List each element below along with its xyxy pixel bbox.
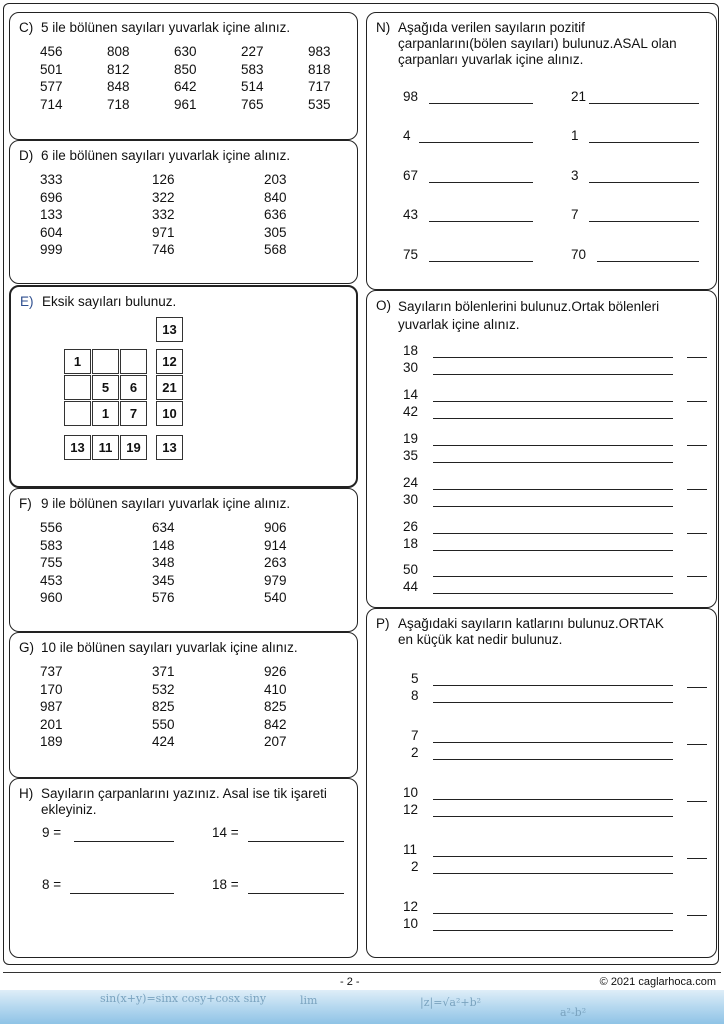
- answer-line[interactable]: [433, 873, 673, 874]
- common-answer-line[interactable]: [687, 401, 707, 402]
- question-label: O): [376, 298, 391, 313]
- number[interactable]: 203: [264, 172, 287, 187]
- number: 70: [571, 247, 587, 262]
- common-answer-line[interactable]: [687, 489, 707, 490]
- question-title: 10 ile bölünen sayıları yuvarlak içine alınız.: [41, 640, 298, 655]
- answer-line[interactable]: [433, 799, 673, 800]
- number: 43: [403, 207, 419, 222]
- number[interactable]: 983: [308, 44, 331, 59]
- number[interactable]: 201: [40, 716, 63, 732]
- answer-line[interactable]: [429, 103, 533, 104]
- answer-line[interactable]: [433, 685, 673, 686]
- answer-line[interactable]: [433, 913, 673, 914]
- number[interactable]: 840: [264, 189, 287, 205]
- number: 1: [571, 128, 579, 143]
- number[interactable]: 848: [107, 79, 130, 94]
- number[interactable]: 737: [40, 664, 63, 679]
- number[interactable]: 960: [40, 590, 63, 605]
- number[interactable]: 348: [152, 555, 175, 570]
- common-answer-line[interactable]: [687, 445, 707, 446]
- number-grid: [40, 663, 376, 751]
- answer-line[interactable]: [433, 445, 673, 446]
- number[interactable]: 906: [264, 520, 287, 535]
- answer-line[interactable]: [433, 418, 673, 419]
- number[interactable]: 961: [174, 96, 197, 112]
- number: 5: [411, 671, 419, 686]
- number[interactable]: 825: [152, 699, 175, 714]
- number[interactable]: 717: [308, 79, 331, 94]
- question-title: Aşağıdaki sayıların katlarını bulunuz.ORTAK en küçük kat nedir bulunuz.: [398, 616, 664, 647]
- question-title: Eksik sayıları bulunuz.: [42, 294, 177, 309]
- number[interactable]: 550: [152, 716, 175, 732]
- number[interactable]: 227: [241, 44, 264, 59]
- answer-line[interactable]: [433, 401, 673, 402]
- question-label: N): [376, 20, 391, 35]
- number[interactable]: 979: [264, 572, 287, 588]
- number[interactable]: 322: [152, 189, 175, 205]
- number[interactable]: 148: [152, 537, 175, 553]
- number[interactable]: 501: [40, 61, 63, 77]
- answer-line[interactable]: [589, 182, 699, 183]
- footer-divider: [3, 972, 721, 973]
- number[interactable]: 642: [174, 79, 197, 94]
- factor-item: 8 =: [42, 877, 62, 892]
- grid-cell[interactable]: 1: [92, 401, 119, 426]
- number[interactable]: 532: [152, 681, 175, 697]
- question-g: [9, 632, 358, 778]
- grid-cell[interactable]: [64, 375, 91, 400]
- page-number: - 2 -: [340, 976, 360, 988]
- number[interactable]: 424: [152, 734, 175, 749]
- answer-line[interactable]: [433, 550, 673, 551]
- number[interactable]: 583: [40, 537, 63, 553]
- question-label: P): [376, 616, 390, 631]
- number: 26: [403, 519, 419, 534]
- answer-line[interactable]: [248, 893, 344, 894]
- common-answer-line[interactable]: [687, 533, 707, 534]
- answer-line[interactable]: [429, 261, 533, 262]
- question-title: Aşağıda verilen sayıların pozitif çarpanlarını(bölen sayıları) bulunuz.ASAL olan çarpanları yuvarlak içine alınız.: [398, 20, 677, 67]
- question-title: Sayıların çarpanlarını yazınız. Asal ise tik işareti ekleyiniz.: [41, 786, 327, 817]
- common-answer-line[interactable]: [687, 801, 707, 802]
- grid-cell[interactable]: [120, 349, 147, 374]
- number[interactable]: 755: [40, 555, 63, 570]
- number-grid: [40, 171, 376, 259]
- number: 44: [403, 579, 419, 594]
- question-c: [9, 12, 358, 140]
- answer-line[interactable]: [433, 533, 673, 534]
- number[interactable]: 568: [264, 242, 287, 257]
- question-label: F): [19, 496, 32, 511]
- number[interactable]: 971: [152, 224, 175, 240]
- answer-line[interactable]: [433, 856, 673, 857]
- answer-line[interactable]: [433, 357, 673, 358]
- common-answer-line[interactable]: [687, 357, 707, 358]
- number[interactable]: 583: [241, 61, 264, 77]
- answer-line[interactable]: [433, 742, 673, 743]
- question-n: [366, 12, 717, 290]
- number: 8: [411, 688, 419, 703]
- number[interactable]: 636: [264, 207, 287, 222]
- number[interactable]: 818: [308, 61, 331, 77]
- number: 98: [403, 89, 419, 104]
- number: 50: [403, 562, 419, 577]
- number: 75: [403, 247, 419, 262]
- number: 18: [403, 343, 419, 358]
- number[interactable]: 332: [152, 207, 175, 222]
- answer-line[interactable]: [433, 702, 673, 703]
- question-title: Sayıların bölenlerini bulunuz.Ortak bölenleri yuvarlak içine alınız.: [398, 299, 660, 332]
- question-title: 9 ile bölünen sayıları yuvarlak içine alınız.: [41, 496, 291, 511]
- number: 30: [403, 360, 419, 375]
- number: 12: [403, 899, 419, 914]
- number[interactable]: 914: [264, 537, 287, 553]
- decorative-math-band: [0, 990, 724, 1024]
- number[interactable]: 765: [241, 96, 264, 112]
- number: 11: [403, 842, 418, 857]
- row-sum: 10: [156, 401, 183, 426]
- number[interactable]: 345: [152, 572, 175, 588]
- number[interactable]: 189: [40, 734, 63, 749]
- number: 10: [403, 916, 419, 931]
- number: 35: [403, 448, 419, 463]
- number: 24: [403, 475, 419, 490]
- number[interactable]: 812: [107, 61, 130, 77]
- number: 67: [403, 168, 419, 183]
- question-label: C): [19, 20, 34, 35]
- number[interactable]: 371: [152, 664, 175, 679]
- answer-line[interactable]: [433, 506, 673, 507]
- answer-line[interactable]: [433, 489, 673, 490]
- number[interactable]: 333: [40, 172, 63, 187]
- number[interactable]: 926: [264, 664, 287, 679]
- number[interactable]: 263: [264, 555, 287, 570]
- number: 14: [403, 387, 419, 402]
- answer-line[interactable]: [433, 576, 673, 577]
- grid-cell[interactable]: 7: [120, 401, 147, 426]
- row-sum: 21: [156, 375, 183, 400]
- number[interactable]: 825: [264, 699, 287, 714]
- number[interactable]: 126: [152, 172, 175, 187]
- answer-line[interactable]: [597, 261, 699, 262]
- answer-line[interactable]: [433, 593, 673, 594]
- question-f: [9, 488, 358, 632]
- number[interactable]: 987: [40, 699, 63, 714]
- deco-formula: |z|=√a²+b²: [420, 996, 482, 1009]
- number[interactable]: 133: [40, 207, 63, 222]
- question-o: [366, 290, 717, 608]
- common-answer-line[interactable]: [687, 576, 707, 577]
- deco-formula: lim: [300, 994, 318, 1007]
- number[interactable]: 808: [107, 44, 130, 59]
- answer-line[interactable]: [248, 841, 344, 842]
- number[interactable]: 170: [40, 681, 63, 697]
- grid-cell[interactable]: 6: [120, 375, 147, 400]
- number[interactable]: 604: [40, 224, 63, 240]
- answer-line[interactable]: [429, 182, 533, 183]
- number: 21: [571, 89, 587, 104]
- number[interactable]: 207: [264, 734, 287, 749]
- common-answer-line[interactable]: [687, 915, 707, 916]
- number[interactable]: 842: [264, 716, 287, 732]
- number[interactable]: 999: [40, 242, 63, 257]
- answer-line[interactable]: [433, 374, 673, 375]
- question-title: 5 ile bölünen sayıları yuvarlak içine alınız.: [41, 20, 291, 35]
- copyright: © 2021 caglarhoca.com: [599, 976, 716, 988]
- diag-sum-bottom: 13: [156, 435, 183, 460]
- number-grid: [40, 519, 376, 607]
- answer-line[interactable]: [589, 142, 699, 143]
- row-sum: 12: [156, 349, 183, 374]
- number: 2: [411, 745, 419, 760]
- col-sum: 13: [64, 435, 91, 460]
- number[interactable]: 577: [40, 79, 63, 94]
- answer-line[interactable]: [433, 930, 673, 931]
- question-title: 6 ile bölünen sayıları yuvarlak içine alınız.: [41, 148, 291, 163]
- number[interactable]: 514: [241, 79, 264, 94]
- question-h: [9, 778, 358, 958]
- factor-item: 18 =: [212, 877, 239, 892]
- factor-item: 14 =: [212, 825, 239, 840]
- number: 30: [403, 492, 419, 507]
- question-label: G): [19, 640, 34, 655]
- number: 3: [571, 168, 579, 183]
- question-e: [9, 285, 358, 488]
- number[interactable]: 630: [174, 44, 197, 59]
- number[interactable]: 456: [40, 44, 63, 59]
- answer-line[interactable]: [74, 841, 174, 842]
- grid-cell[interactable]: [64, 401, 91, 426]
- question-label: H): [19, 786, 34, 801]
- number[interactable]: 634: [152, 520, 175, 535]
- number: 7: [571, 207, 579, 222]
- col-sum: 11: [92, 435, 119, 460]
- number[interactable]: 540: [264, 590, 287, 605]
- number[interactable]: 850: [174, 61, 197, 77]
- answer-line[interactable]: [70, 893, 174, 894]
- question-p: [366, 608, 717, 958]
- number: 7: [411, 728, 419, 743]
- number: 18: [403, 536, 419, 551]
- number[interactable]: 535: [308, 96, 331, 112]
- number: 19: [403, 431, 419, 446]
- answer-line[interactable]: [419, 142, 533, 143]
- common-answer-line[interactable]: [687, 744, 707, 745]
- answer-line[interactable]: [433, 462, 673, 463]
- answer-line[interactable]: [433, 816, 673, 817]
- answer-line[interactable]: [429, 221, 533, 222]
- answer-line[interactable]: [589, 221, 699, 222]
- answer-line[interactable]: [589, 103, 699, 104]
- number-grid: [40, 43, 375, 113]
- deco-formula: a²-b²: [560, 1006, 587, 1019]
- answer-line[interactable]: [433, 759, 673, 760]
- number[interactable]: 453: [40, 572, 63, 588]
- number[interactable]: 718: [107, 96, 130, 112]
- col-sum: 19: [120, 435, 147, 460]
- number: 42: [403, 404, 419, 419]
- factor-item: 9 =: [42, 825, 62, 840]
- number[interactable]: 410: [264, 681, 287, 697]
- number: 12: [403, 802, 419, 817]
- number[interactable]: 556: [40, 520, 63, 535]
- number[interactable]: 305: [264, 224, 287, 240]
- number[interactable]: 714: [40, 96, 63, 112]
- number: 10: [403, 785, 419, 800]
- common-answer-line[interactable]: [687, 858, 707, 859]
- grid-cell[interactable]: 1: [64, 349, 91, 374]
- question-label: E): [20, 294, 34, 309]
- number[interactable]: 746: [152, 242, 175, 257]
- common-answer-line[interactable]: [687, 687, 707, 688]
- question-d: [9, 140, 358, 284]
- number[interactable]: 576: [152, 590, 175, 605]
- question-label: D): [19, 148, 34, 163]
- grid-cell[interactable]: [92, 349, 119, 374]
- number[interactable]: 696: [40, 189, 63, 205]
- deco-formula: sin(x+y)=sinx cosy+cosx siny: [100, 992, 267, 1005]
- number: 2: [411, 859, 419, 874]
- grid-cell[interactable]: 5: [92, 375, 119, 400]
- diag-sum-top: 13: [156, 317, 183, 342]
- number: 4: [403, 128, 411, 143]
